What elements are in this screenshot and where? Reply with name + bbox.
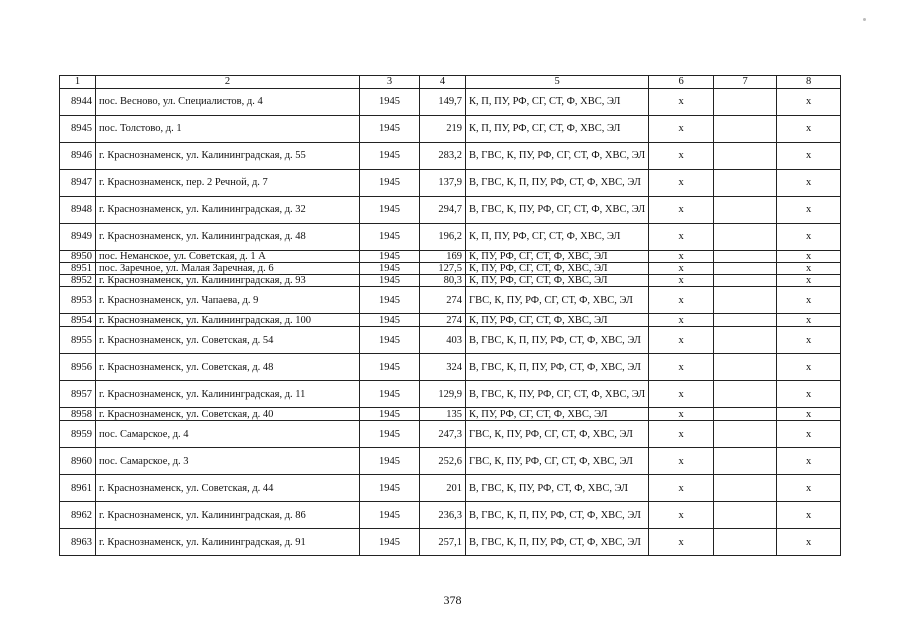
col7-mark bbox=[714, 89, 777, 116]
col7-mark bbox=[714, 475, 777, 502]
col8-mark: х bbox=[777, 327, 841, 354]
col6-mark: х bbox=[649, 354, 714, 381]
commission-year: 1945 bbox=[360, 354, 420, 381]
col8-mark: х bbox=[777, 116, 841, 143]
col8-mark: х bbox=[777, 502, 841, 529]
col8-mark: х bbox=[777, 381, 841, 408]
col7-mark bbox=[714, 354, 777, 381]
col8-mark: х bbox=[777, 314, 841, 327]
area: 247,3 bbox=[420, 421, 466, 448]
col7-mark bbox=[714, 502, 777, 529]
engineering-systems: В, ГВС, К, П, ПУ, РФ, СТ, Ф, ХВС, ЭЛ bbox=[466, 529, 649, 556]
commission-year: 1945 bbox=[360, 529, 420, 556]
address: г. Краснознаменск, ул. Советская, д. 40 bbox=[96, 408, 360, 421]
table-row bbox=[60, 354, 841, 381]
engineering-systems: К, ПУ, РФ, СГ, СТ, Ф, ХВС, ЭЛ bbox=[466, 408, 649, 421]
header-row bbox=[60, 76, 841, 89]
address: г. Краснознаменск, ул. Калининградская, д. 86 bbox=[96, 502, 360, 529]
area: 252,6 bbox=[420, 448, 466, 475]
col-header: 8 bbox=[777, 76, 841, 89]
scan-speck bbox=[863, 18, 866, 21]
col-header: 7 bbox=[714, 76, 777, 89]
area: 283,2 bbox=[420, 143, 466, 170]
col6-mark: х bbox=[649, 314, 714, 327]
table-row bbox=[60, 170, 841, 197]
commission-year: 1945 bbox=[360, 408, 420, 421]
col6-mark: х bbox=[649, 116, 714, 143]
engineering-systems: ГВС, К, ПУ, РФ, СГ, СТ, Ф, ХВС, ЭЛ bbox=[466, 421, 649, 448]
table-row bbox=[60, 529, 841, 556]
area: 137,9 bbox=[420, 170, 466, 197]
engineering-systems: В, ГВС, К, ПУ, РФ, СГ, СТ, Ф, ХВС, ЭЛ bbox=[466, 197, 649, 224]
col7-mark bbox=[714, 143, 777, 170]
table-row bbox=[60, 89, 841, 116]
col6-mark: х bbox=[649, 143, 714, 170]
area: 257,1 bbox=[420, 529, 466, 556]
col7-mark bbox=[714, 448, 777, 475]
area: 403 bbox=[420, 327, 466, 354]
record-number: 8945 bbox=[60, 116, 96, 143]
col8-mark: х bbox=[777, 263, 841, 275]
page-number: 378 bbox=[443, 593, 462, 607]
table-row bbox=[60, 408, 841, 421]
commission-year: 1945 bbox=[360, 327, 420, 354]
col8-mark: х bbox=[777, 448, 841, 475]
col8-mark: х bbox=[777, 287, 841, 314]
col-header: 4 bbox=[420, 76, 466, 89]
engineering-systems: В, ГВС, К, П, ПУ, РФ, СТ, Ф, ХВС, ЭЛ bbox=[466, 354, 649, 381]
col7-mark bbox=[714, 251, 777, 263]
record-number: 8952 bbox=[60, 275, 96, 287]
col6-mark: х bbox=[649, 287, 714, 314]
col6-mark: х bbox=[649, 197, 714, 224]
col6-mark: х bbox=[649, 263, 714, 275]
commission-year: 1945 bbox=[360, 287, 420, 314]
col8-mark: х bbox=[777, 408, 841, 421]
address: г. Краснознаменск, ул. Советская, д. 44 bbox=[96, 475, 360, 502]
area: 274 bbox=[420, 314, 466, 327]
col6-mark: х bbox=[649, 408, 714, 421]
col6-mark: х bbox=[649, 327, 714, 354]
col7-mark bbox=[714, 287, 777, 314]
address: г. Краснознаменск, ул. Советская, д. 48 bbox=[96, 354, 360, 381]
col7-mark bbox=[714, 381, 777, 408]
col8-mark: х bbox=[777, 251, 841, 263]
col6-mark: х bbox=[649, 381, 714, 408]
col6-mark: х bbox=[649, 475, 714, 502]
engineering-systems: В, ГВС, К, П, ПУ, РФ, СТ, Ф, ХВС, ЭЛ bbox=[466, 170, 649, 197]
table-row bbox=[60, 251, 841, 263]
address: г. Краснознаменск, ул. Калининградская, д. 100 bbox=[96, 314, 360, 327]
engineering-systems: В, ГВС, К, ПУ, РФ, СТ, Ф, ХВС, ЭЛ bbox=[466, 475, 649, 502]
col7-mark bbox=[714, 275, 777, 287]
col6-mark: х bbox=[649, 224, 714, 251]
record-number: 8944 bbox=[60, 89, 96, 116]
engineering-systems: ГВС, К, ПУ, РФ, СГ, СТ, Ф, ХВС, ЭЛ bbox=[466, 448, 649, 475]
record-number: 8953 bbox=[60, 287, 96, 314]
record-number: 8955 bbox=[60, 327, 96, 354]
engineering-systems: К, П, ПУ, РФ, СГ, СТ, Ф, ХВС, ЭЛ bbox=[466, 89, 649, 116]
col6-mark: х bbox=[649, 529, 714, 556]
commission-year: 1945 bbox=[360, 263, 420, 275]
area: 127,5 bbox=[420, 263, 466, 275]
address: г. Краснознаменск, ул. Калининградская, д. 91 bbox=[96, 529, 360, 556]
col8-mark: х bbox=[777, 475, 841, 502]
col8-mark: х bbox=[777, 354, 841, 381]
col8-mark: х bbox=[777, 170, 841, 197]
commission-year: 1945 bbox=[360, 89, 420, 116]
engineering-systems: К, ПУ, РФ, СГ, СТ, Ф, ХВС, ЭЛ bbox=[466, 251, 649, 263]
table-row bbox=[60, 143, 841, 170]
record-number: 8962 bbox=[60, 502, 96, 529]
table-row bbox=[60, 502, 841, 529]
commission-year: 1945 bbox=[360, 448, 420, 475]
col7-mark bbox=[714, 529, 777, 556]
record-number: 8948 bbox=[60, 197, 96, 224]
col7-mark bbox=[714, 314, 777, 327]
address: пос. Толстово, д. 1 bbox=[96, 116, 360, 143]
record-number: 8949 bbox=[60, 224, 96, 251]
table-row bbox=[60, 327, 841, 354]
col-header: 3 bbox=[360, 76, 420, 89]
commission-year: 1945 bbox=[360, 197, 420, 224]
col-header: 2 bbox=[96, 76, 360, 89]
table-row bbox=[60, 448, 841, 475]
col6-mark: х bbox=[649, 448, 714, 475]
area: 80,3 bbox=[420, 275, 466, 287]
col6-mark: х bbox=[649, 275, 714, 287]
table-row bbox=[60, 475, 841, 502]
engineering-systems: В, ГВС, К, ПУ, РФ, СГ, СТ, Ф, ХВС, ЭЛ bbox=[466, 143, 649, 170]
record-number: 8961 bbox=[60, 475, 96, 502]
col7-mark bbox=[714, 263, 777, 275]
area: 135 bbox=[420, 408, 466, 421]
record-number: 8946 bbox=[60, 143, 96, 170]
address: пос. Заречное, ул. Малая Заречная, д. 6 bbox=[96, 263, 360, 275]
col8-mark: х bbox=[777, 197, 841, 224]
col7-mark bbox=[714, 170, 777, 197]
commission-year: 1945 bbox=[360, 251, 420, 263]
commission-year: 1945 bbox=[360, 275, 420, 287]
table-row bbox=[60, 224, 841, 251]
commission-year: 1945 bbox=[360, 502, 420, 529]
col6-mark: х bbox=[649, 170, 714, 197]
address: пос. Самарское, д. 3 bbox=[96, 448, 360, 475]
engineering-systems: К, ПУ, РФ, СГ, СТ, Ф, ХВС, ЭЛ bbox=[466, 314, 649, 327]
col8-mark: х bbox=[777, 224, 841, 251]
table-row bbox=[60, 314, 841, 327]
engineering-systems: В, ГВС, К, П, ПУ, РФ, СТ, Ф, ХВС, ЭЛ bbox=[466, 327, 649, 354]
record-number: 8960 bbox=[60, 448, 96, 475]
area: 274 bbox=[420, 287, 466, 314]
col7-mark bbox=[714, 408, 777, 421]
area: 129,9 bbox=[420, 381, 466, 408]
table-row bbox=[60, 263, 841, 275]
address: пос. Самарское, д. 4 bbox=[96, 421, 360, 448]
address: г. Краснознаменск, ул. Чапаева, д. 9 bbox=[96, 287, 360, 314]
area: 169 bbox=[420, 251, 466, 263]
table-row bbox=[60, 287, 841, 314]
record-number: 8951 bbox=[60, 263, 96, 275]
address: г. Краснознаменск, ул. Калининградская, д. 48 bbox=[96, 224, 360, 251]
col8-mark: х bbox=[777, 421, 841, 448]
col8-mark: х bbox=[777, 275, 841, 287]
area: 236,3 bbox=[420, 502, 466, 529]
area: 294,7 bbox=[420, 197, 466, 224]
col-header: 5 bbox=[466, 76, 649, 89]
col6-mark: х bbox=[649, 89, 714, 116]
col6-mark: х bbox=[649, 421, 714, 448]
record-number: 8963 bbox=[60, 529, 96, 556]
engineering-systems: К, П, ПУ, РФ, СГ, СТ, Ф, ХВС, ЭЛ bbox=[466, 224, 649, 251]
col-header: 1 bbox=[60, 76, 96, 89]
area: 324 bbox=[420, 354, 466, 381]
commission-year: 1945 bbox=[360, 314, 420, 327]
address: г. Краснознаменск, ул. Калининградская, д. 32 bbox=[96, 197, 360, 224]
col7-mark bbox=[714, 197, 777, 224]
commission-year: 1945 bbox=[360, 116, 420, 143]
engineering-systems: К, ПУ, РФ, СГ, СТ, Ф, ХВС, ЭЛ bbox=[466, 275, 649, 287]
table-row bbox=[60, 116, 841, 143]
area: 196,2 bbox=[420, 224, 466, 251]
address: г. Краснознаменск, ул. Калининградская, д. 93 bbox=[96, 275, 360, 287]
commission-year: 1945 bbox=[360, 475, 420, 502]
col6-mark: х bbox=[649, 251, 714, 263]
col6-mark: х bbox=[649, 502, 714, 529]
record-number: 8950 bbox=[60, 251, 96, 263]
commission-year: 1945 bbox=[360, 170, 420, 197]
address: г. Краснознаменск, пер. 2 Речной, д. 7 bbox=[96, 170, 360, 197]
table-row bbox=[60, 197, 841, 224]
commission-year: 1945 bbox=[360, 381, 420, 408]
engineering-systems: К, ПУ, РФ, СГ, СТ, Ф, ХВС, ЭЛ bbox=[466, 263, 649, 275]
table-row bbox=[60, 421, 841, 448]
address: пос. Весново, ул. Специалистов, д. 4 bbox=[96, 89, 360, 116]
col7-mark bbox=[714, 327, 777, 354]
col8-mark: х bbox=[777, 89, 841, 116]
address: г. Краснознаменск, ул. Советская, д. 54 bbox=[96, 327, 360, 354]
col7-mark bbox=[714, 224, 777, 251]
record-number: 8958 bbox=[60, 408, 96, 421]
col8-mark: х bbox=[777, 143, 841, 170]
commission-year: 1945 bbox=[360, 421, 420, 448]
engineering-systems: К, П, ПУ, РФ, СГ, СТ, Ф, ХВС, ЭЛ bbox=[466, 116, 649, 143]
record-number: 8947 bbox=[60, 170, 96, 197]
col-header: 6 bbox=[649, 76, 714, 89]
area: 201 bbox=[420, 475, 466, 502]
commission-year: 1945 bbox=[360, 224, 420, 251]
address: г. Краснознаменск, ул. Калининградская, д. 11 bbox=[96, 381, 360, 408]
commission-year: 1945 bbox=[360, 143, 420, 170]
housing-register-table bbox=[59, 75, 841, 556]
record-number: 8954 bbox=[60, 314, 96, 327]
record-number: 8957 bbox=[60, 381, 96, 408]
col7-mark bbox=[714, 116, 777, 143]
col7-mark bbox=[714, 421, 777, 448]
table-row bbox=[60, 381, 841, 408]
address: пос. Неманское, ул. Советская, д. 1 А bbox=[96, 251, 360, 263]
table-row bbox=[60, 275, 841, 287]
record-number: 8956 bbox=[60, 354, 96, 381]
engineering-systems: В, ГВС, К, ПУ, РФ, СГ, СТ, Ф, ХВС, ЭЛ bbox=[466, 381, 649, 408]
area: 149,7 bbox=[420, 89, 466, 116]
record-number: 8959 bbox=[60, 421, 96, 448]
area: 219 bbox=[420, 116, 466, 143]
address: г. Краснознаменск, ул. Калининградская, д. 55 bbox=[96, 143, 360, 170]
engineering-systems: ГВС, К, ПУ, РФ, СГ, СТ, Ф, ХВС, ЭЛ bbox=[466, 287, 649, 314]
col8-mark: х bbox=[777, 529, 841, 556]
engineering-systems: В, ГВС, К, П, ПУ, РФ, СТ, Ф, ХВС, ЭЛ bbox=[466, 502, 649, 529]
